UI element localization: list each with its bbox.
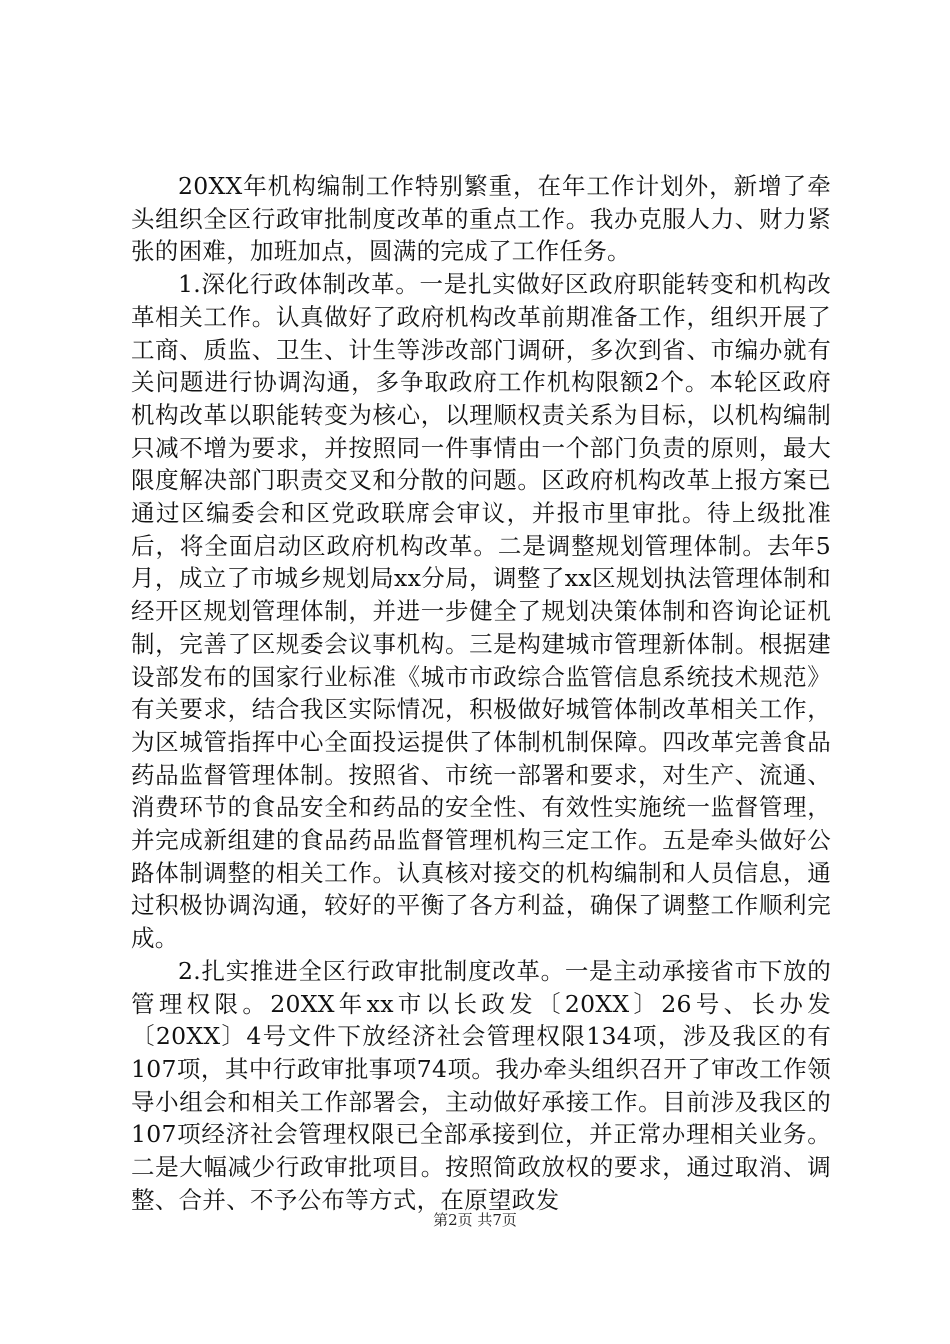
page-footer: 第2页 共7页 xyxy=(433,1211,517,1229)
paragraph-admin-reform: 1.深化行政体制改革。一是扎实做好区政府职能转变和机构改革相关工作。认真做好了政府机构改革前期准备工作，组织开展了工商、质监、卫生、计生等涉改部门调研，多次到省、市编办就有关问题进行协调沟通，多争取政府工作机构限额2个。本轮区政府机构改革以职能转变为核心，以理顺权责关系为目标，以机构编制只减不增为要求，并按照同一件事情由一个部门负责的原则，最大限度解决部门职责交叉和分散的问题。区政府机构改革上报方案已通过区编委会和区党政联席会审议，并报市里审批。待上级批准后，将全面启动区政府机构改革。二是调整规划管理体制。去年5月，成立了市城乡规划局xx分局，调整了xx区规划执法管理体制和经开区规划管理体制，并进一步健全了规划决策体制和咨询论证机制，完善了区规委会议事机构。三是构建城市管理新体制。根据建设部发布的国家行业标准《城市市政综合监管信息系统技术规范》有关要求，结合我区实际情况，积极做好城管体制改革相关工作，为区城管指挥中心全面投运提供了体制机制保障。四改革完善食品药品监督管理体制。按照省、市统一部署和要求，对生产、流通、消费环节的食品安全和药品的安全性、有效性实施统一监督管理，并完成新组建的食品药品监督管理机构三定工作。五是牵头做好公路体制调整的相关工作。认真核对接交的机构编制和人员信息，通过积极协调沟通，较好的平衡了各方利益，确保了调整工作顺利完成。 xyxy=(131,270,831,953)
paragraph-intro: 20XX年机构编制工作特别繁重，在年工作计划外，新增了牵头组织全区行政审批制度改革的重点工作。我办克服人力、财力紧张的困难，加班加点，圆满的完成了工作任务。 xyxy=(131,172,831,266)
paragraph-approval-reform: 2.扎实推进全区行政审批制度改革。一是主动承接省市下放的管理权限。20XX年xx市以长政发〔20XX〕26号、长办发〔20XX〕4号文件下放经济社会管理权限134项，涉及我区的有107项，其中行政审批事项74项。我办牵头组织召开了审改工作领导小组会和相关工作部署会，主动做好承接工作。目前涉及我区的107项经济社会管理权限已全部承接到位，并正常办理相关业务。二是大幅减少行政审批项目。按照简政放权的要求，通过取消、调整、合并、不予公布等方式，在原望政发 xyxy=(131,956,831,1214)
document-body xyxy=(131,170,831,1217)
